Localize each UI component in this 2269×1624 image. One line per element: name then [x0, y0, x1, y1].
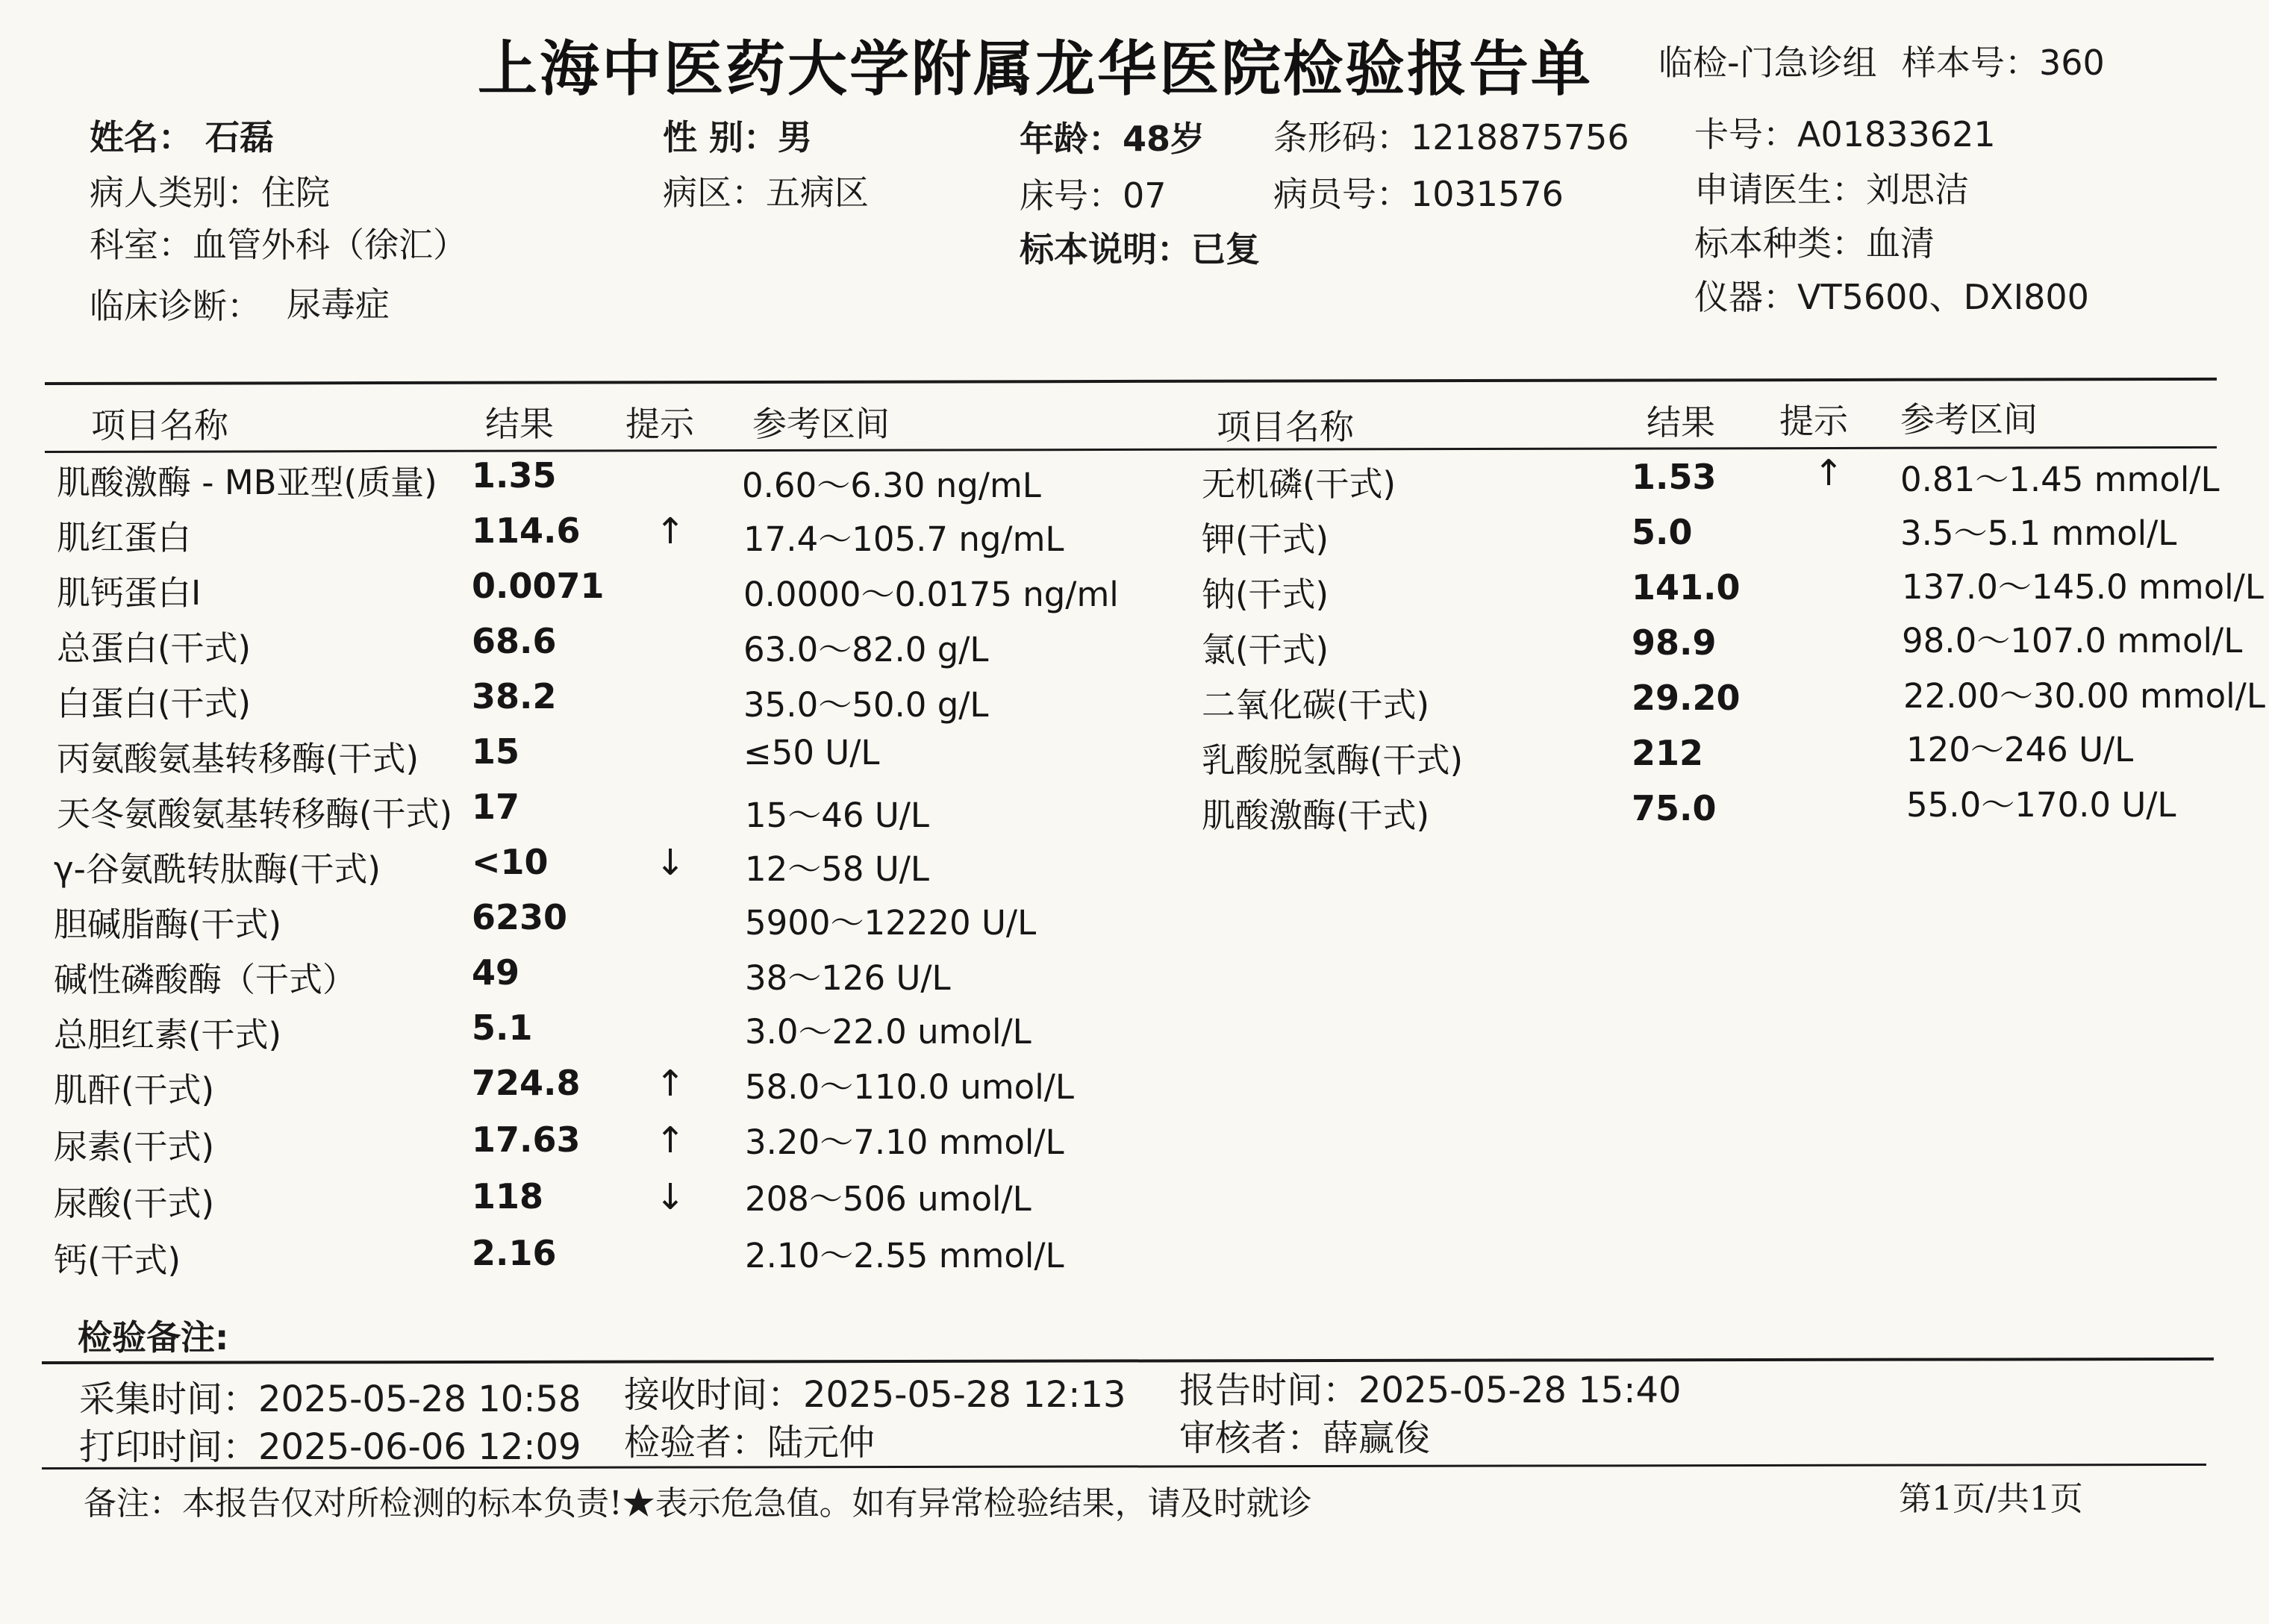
card-number: 卡号：A01833621 — [1694, 114, 1996, 154]
item-name: 白蛋白(干式) — [57, 684, 252, 723]
col-header-flag-left: 提示 — [625, 404, 694, 444]
item-ref: 15～46 U/L — [745, 796, 929, 835]
table-row — [1164, 621, 2243, 675]
table-row — [0, 731, 1164, 784]
diagnosis: 尿毒症 — [287, 284, 390, 325]
item-result: 38.2 — [472, 676, 557, 716]
item-ref: 22.00～30.00 mmol/L — [1903, 676, 2265, 716]
requesting-doctor: 申请医生：刘思洁 — [1694, 169, 1969, 210]
table-row — [0, 1008, 1164, 1060]
item-result: 1.35 — [472, 455, 557, 496]
receive-time: 接收时间：2025-05-28 12:13 — [624, 1374, 1126, 1416]
item-name: 天冬氨酸氨基转移酶(干式) — [57, 794, 453, 834]
item-name: 钙(干式) — [54, 1240, 181, 1280]
col-header-ref-left: 参考区间 — [752, 404, 890, 444]
collect-time: 采集时间：2025-05-28 10:58 — [79, 1378, 581, 1420]
table-top-rule — [45, 378, 2217, 385]
item-ref: 12～58 U/L — [745, 849, 929, 889]
item-ref: ≤50 U/L — [743, 733, 880, 772]
item-name: 钾(干式) — [1202, 519, 1329, 559]
item-result: 6230 — [472, 897, 568, 937]
item-name: 尿素(干式) — [54, 1127, 215, 1167]
table-row — [0, 1233, 1164, 1285]
item-result: 0.0071 — [472, 566, 605, 606]
item-name: 丙氨酸氨基转移酶(干式) — [57, 739, 419, 778]
item-flag: ↓ — [655, 1176, 686, 1218]
reviewer: 审核者：薛赢俊 — [1179, 1417, 1431, 1459]
department: 科室：血管外科（徐汇） — [90, 225, 467, 265]
table-row — [0, 952, 1164, 1005]
table-row — [0, 1063, 1164, 1115]
item-name: 乳酸脱氢酶(干式) — [1202, 740, 1464, 780]
page-indicator: 第1页/共1页 — [1899, 1480, 2083, 1518]
specimen-type: 标本种类：血清 — [1694, 223, 1935, 263]
item-ref: 35.0～50.0 g/L — [743, 685, 989, 725]
patient-name: 石磊 — [205, 117, 274, 157]
remarks-label: 检验备注: — [78, 1317, 229, 1358]
col-header-result-right: 结果 — [1647, 402, 1715, 443]
item-name: 二氧化碳(干式) — [1202, 685, 1430, 725]
lab-group: 临检-门急诊组 — [1658, 43, 1877, 83]
patient-id: 病员号：1031576 — [1273, 174, 1564, 214]
item-ref: 5900～12220 U/L — [745, 903, 1037, 943]
patient-name-label: 姓名： — [90, 117, 193, 157]
item-result: 68.6 — [472, 621, 557, 661]
item-name: 肌酐(干式) — [54, 1070, 215, 1110]
barcode: 条形码：1218875756 — [1273, 117, 1629, 157]
item-ref: 17.4～105.7 ng/mL — [743, 519, 1064, 559]
item-ref: 0.81～1.45 mmol/L — [1900, 460, 2220, 499]
item-ref: 58.0～110.0 umol/L — [745, 1067, 1074, 1107]
item-result: 118 — [472, 1176, 544, 1217]
item-ref: 208～506 umol/L — [745, 1179, 1031, 1219]
print-time: 打印时间：2025-06-06 12:09 — [79, 1426, 581, 1468]
diagnosis-label: 临床诊断： — [90, 286, 261, 326]
item-result: 2.16 — [472, 1233, 557, 1273]
table-row — [1164, 452, 2239, 509]
col-header-name-right: 项目名称 — [1217, 407, 1354, 447]
item-name: 肌酸激酶 - MB亚型(质量) — [57, 463, 437, 502]
item-result: 29.20 — [1632, 678, 1741, 718]
item-result: 114.6 — [472, 510, 581, 551]
item-result: 212 — [1632, 733, 1704, 773]
disclaimer-note: 备注：本报告仅对所检测的标本负责!★表示危急值。如有异常检验结果，请及时就诊 — [84, 1484, 1312, 1522]
patient-type: 病人类别：住院 — [90, 172, 330, 213]
item-ref: 3.5～5.1 mmol/L — [1900, 513, 2177, 553]
patient-sex: 性 别：男 — [663, 117, 813, 157]
item-ref: 55.0～170.0 U/L — [1906, 785, 2176, 825]
sample-number: 样本号：360 — [1902, 43, 2105, 83]
item-ref: 0.0000～0.0175 ng/ml — [743, 575, 1119, 614]
item-ref: 38～126 U/L — [745, 958, 951, 998]
item-ref: 2.10～2.55 mmol/L — [745, 1236, 1064, 1275]
item-result: 17 — [472, 787, 520, 827]
table-row — [0, 897, 1164, 949]
item-result: 75.0 — [1632, 788, 1717, 828]
item-result: 98.9 — [1632, 622, 1717, 663]
item-flag: ↓ — [655, 842, 686, 884]
item-name: 总蛋白(干式) — [57, 628, 252, 668]
item-result: 141.0 — [1632, 567, 1741, 608]
item-ref: 63.0～82.0 g/L — [743, 630, 989, 669]
header-rule — [45, 446, 2217, 453]
item-ref: 120～246 U/L — [1906, 730, 2134, 769]
col-header-result-left: 结果 — [485, 404, 554, 444]
table-row — [0, 842, 1164, 894]
item-result: 5.1 — [472, 1008, 533, 1048]
instrument: 仪器：VT5600、DXI800 — [1694, 277, 2089, 317]
item-name: 胆碱脂酶(干式) — [54, 905, 282, 944]
col-header-ref-right: 参考区间 — [1900, 399, 2038, 440]
table-row — [0, 1176, 1164, 1228]
ward: 病区：五病区 — [663, 172, 869, 213]
item-result: 724.8 — [472, 1063, 581, 1103]
footer-top-rule — [42, 1358, 2214, 1364]
item-name: 肌钙蛋白Ⅰ — [57, 573, 202, 613]
item-flag: ↑ — [1814, 452, 1844, 494]
item-name: 碱性磷酸酶（干式） — [54, 960, 357, 999]
item-name: 钠(干式) — [1202, 575, 1329, 614]
table-row — [1164, 567, 2264, 619]
item-result: 49 — [472, 952, 520, 993]
table-row — [0, 621, 1164, 673]
patient-age: 年龄：48岁 — [1020, 119, 1205, 159]
report-time: 报告时间：2025-05-28 15:40 — [1179, 1370, 1682, 1411]
table-row — [0, 676, 1164, 728]
item-ref: 98.0～107.0 mmol/L — [1902, 621, 2243, 660]
item-ref: 0.60～6.30 ng/mL — [742, 466, 1041, 505]
item-ref: 3.0～22.0 umol/L — [745, 1012, 1031, 1052]
item-name: 氯(干式) — [1202, 630, 1329, 669]
item-flag: ↑ — [655, 1063, 686, 1105]
item-result: <10 — [472, 842, 549, 882]
item-ref: 3.20～7.10 mmol/L — [745, 1122, 1064, 1162]
col-header-name-left: 项目名称 — [91, 405, 228, 446]
table-row — [1164, 785, 2239, 840]
item-name: 总胆红素(干式) — [54, 1015, 282, 1055]
col-header-flag-right: 提示 — [1779, 401, 1848, 441]
tester: 检验者：陆元仲 — [624, 1422, 876, 1464]
table-row — [0, 1119, 1164, 1172]
report-title: 上海中医药大学附属龙华医院检验报告单 — [478, 34, 1593, 104]
table-row — [0, 566, 1164, 618]
table-row — [1164, 512, 2239, 564]
table-row — [0, 787, 1164, 839]
item-flag: ↑ — [655, 1119, 686, 1161]
item-result: 17.63 — [472, 1119, 581, 1160]
specimen-note: 标本说明：已复 — [1020, 229, 1260, 269]
item-result: 15 — [472, 731, 520, 772]
table-row — [0, 510, 1164, 563]
item-result: 5.0 — [1632, 512, 1693, 552]
item-ref: 137.0～145.0 mmol/L — [1902, 567, 2264, 607]
bed-number: 床号：07 — [1020, 175, 1167, 216]
item-flag: ↑ — [655, 510, 686, 552]
item-name: 肌红蛋白 — [57, 518, 192, 558]
item-name: 无机磷(干式) — [1202, 464, 1396, 504]
item-name: 肌酸激酶(干式) — [1202, 796, 1430, 835]
item-name: γ-谷氨酰转肽酶(干式) — [54, 849, 381, 889]
item-name: 尿酸(干式) — [54, 1184, 215, 1223]
item-result: 1.53 — [1632, 457, 1717, 497]
table-row — [0, 455, 1164, 508]
